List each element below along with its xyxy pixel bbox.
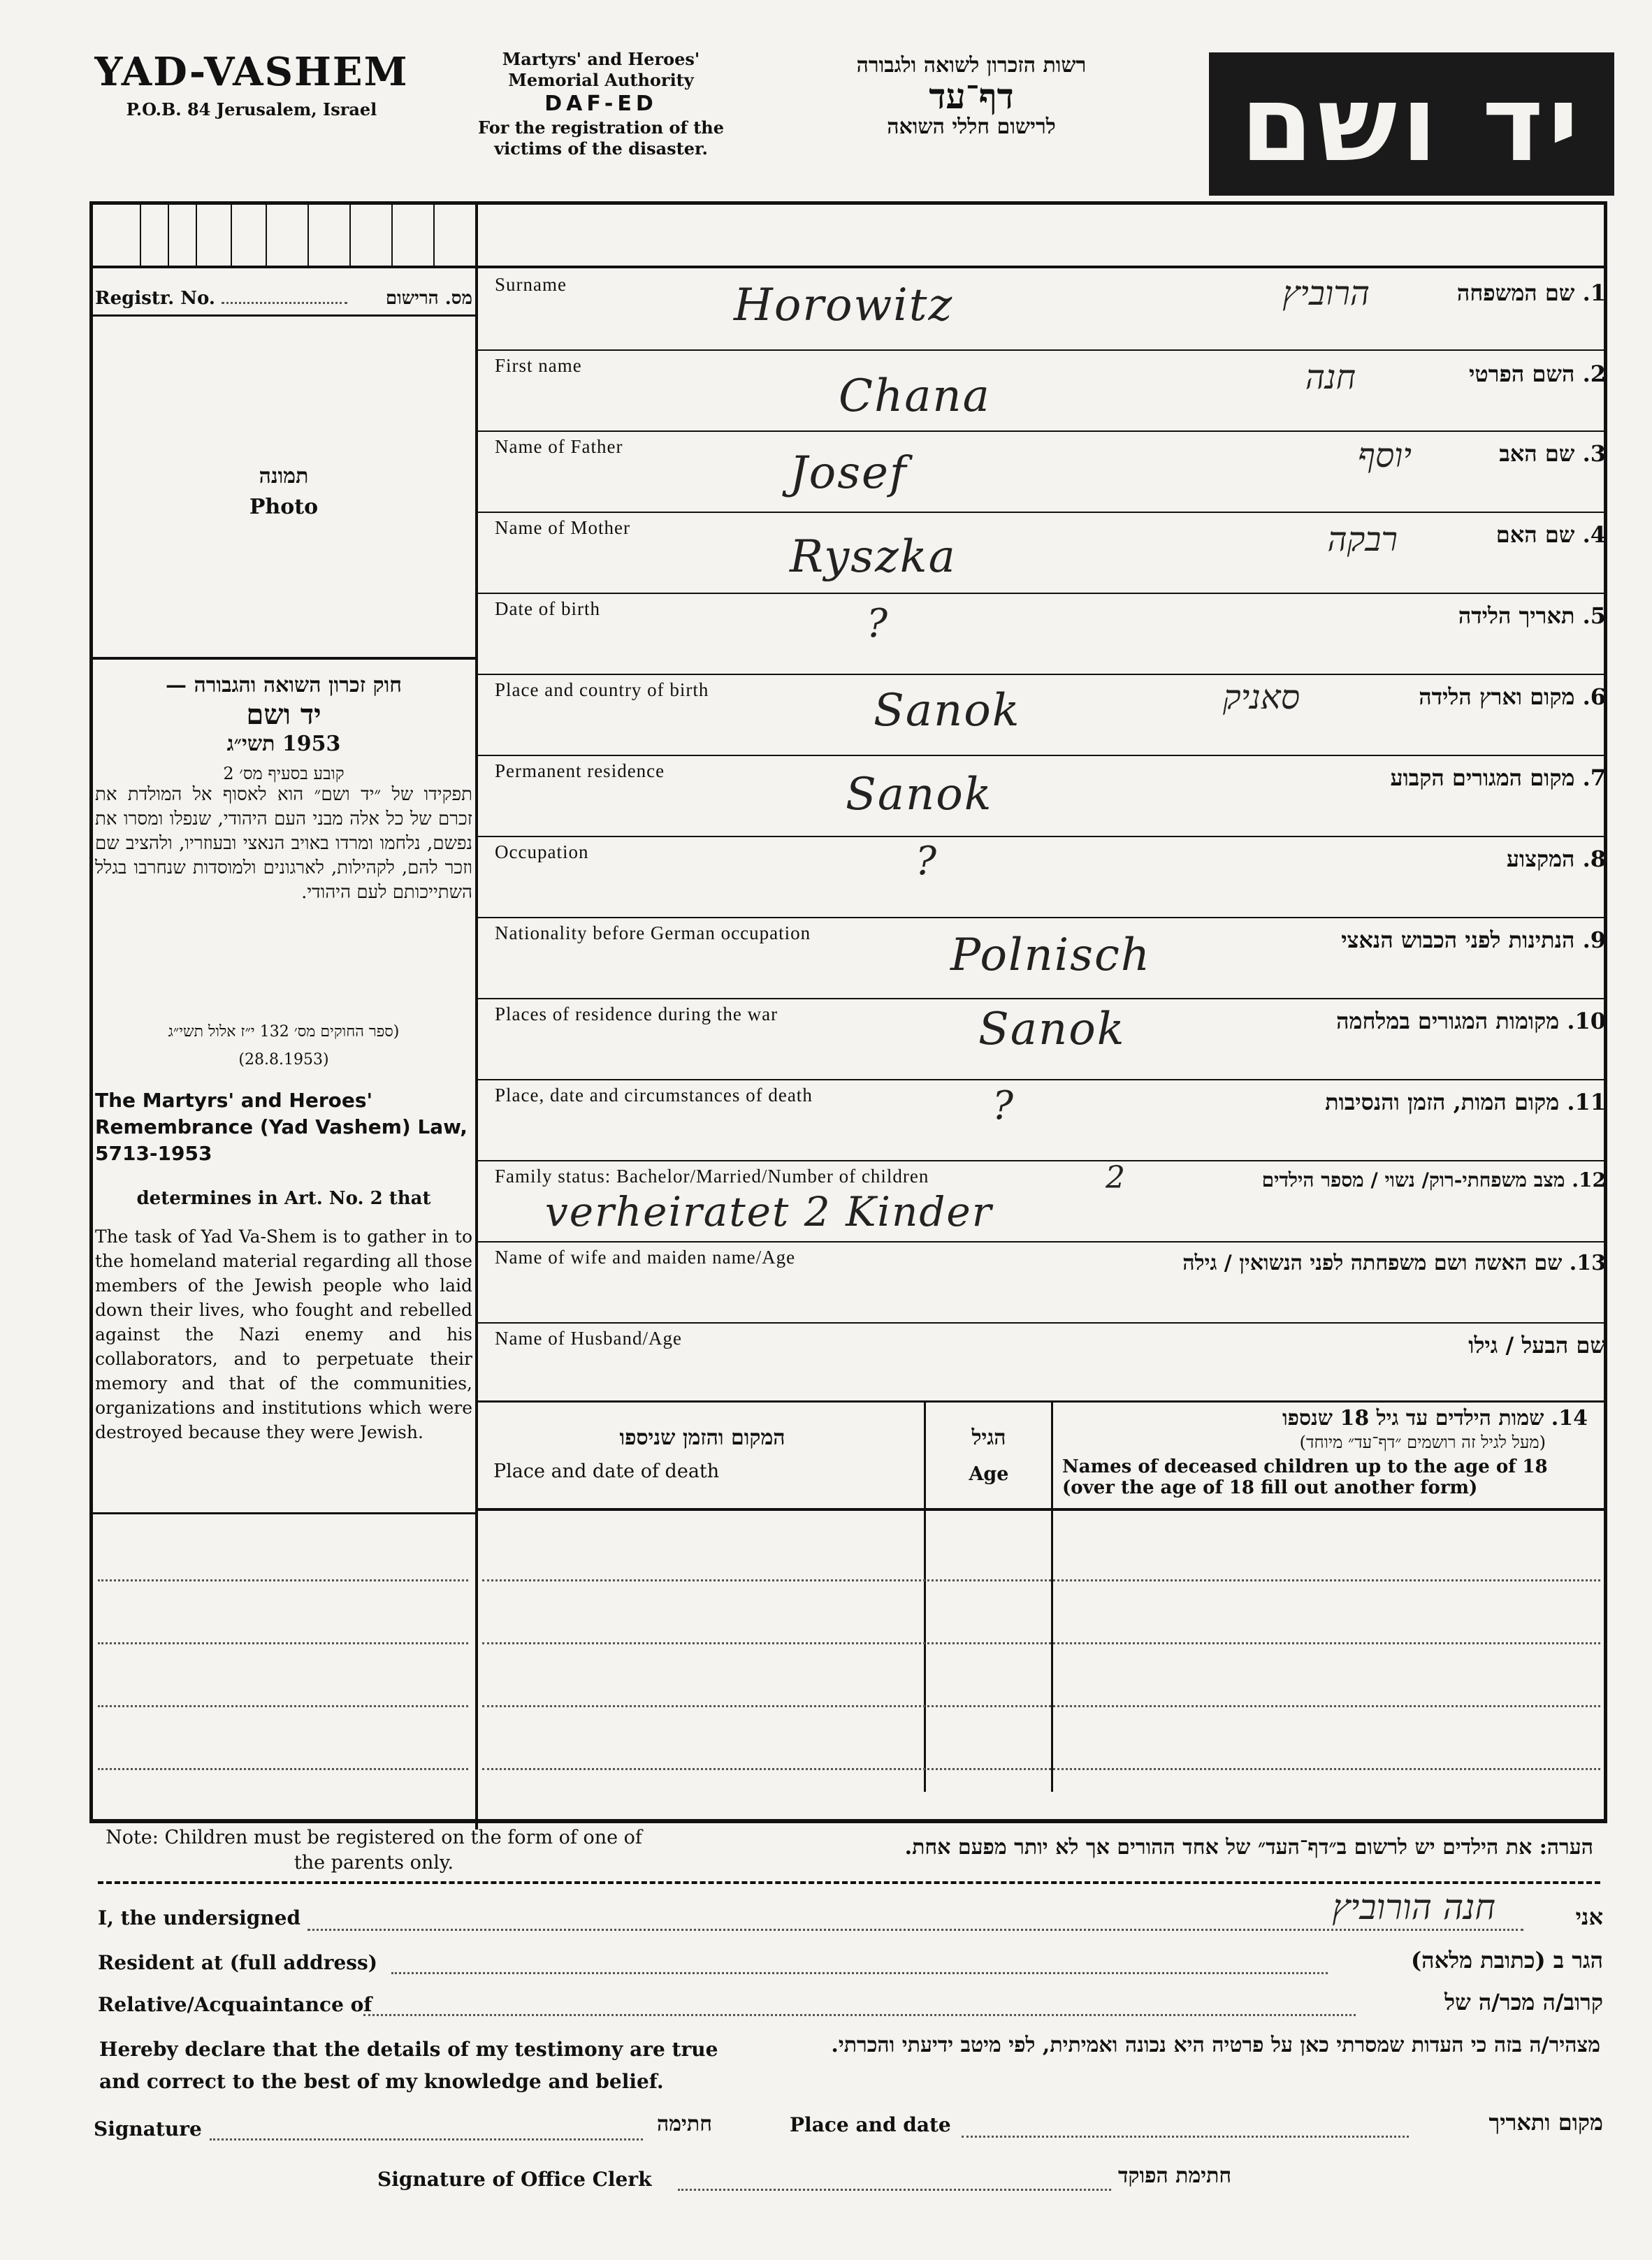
clerk-label: Signature of Office Clerk	[377, 2168, 652, 2191]
authority-line1: Martyrs' and Heroes'	[502, 49, 700, 69]
org-header	[84, 49, 419, 119]
family-status-label-he: 12. מצב משפחתי-רוק/ נשוי / מספר הילדים	[1261, 1168, 1606, 1191]
father-label-he: 3. שם האב	[1499, 440, 1606, 467]
purpose-line2: victims of the disaster.	[494, 138, 708, 159]
table-col-divider-2	[1051, 1400, 1053, 1792]
nationality-value[interactable]: Polnisch	[950, 929, 1152, 981]
law-ref-he: (ספר החוקים מס׳ 132 י״ז אלול תשי״ג	[168, 1023, 400, 1041]
first-name-label: First name	[495, 355, 582, 376]
surname-label-he: 1. שם המשפחה	[1456, 280, 1606, 306]
col-age-en: Age	[969, 1463, 1009, 1485]
table-col-divider-1	[924, 1400, 926, 1792]
heb-authority: רשות הזכרון לשואה ולגבורה	[856, 53, 1087, 78]
resident-label: Resident at (full address)	[98, 1951, 378, 1974]
table-header-line	[478, 1508, 1607, 1511]
col-names-he2: (מעל לגיל זה רושמים ״דף־עד״ מיוחד)	[1299, 1433, 1546, 1452]
family-children-count[interactable]: 2	[1106, 1160, 1125, 1196]
col-names-en2: (over the age of 18 fill out another form)	[1062, 1477, 1478, 1498]
authority-line2: Memorial Authority	[508, 70, 694, 90]
law-section-he: קובע בסעיף מס׳ 2	[223, 764, 345, 783]
note-he: הערה: את הילדים יש לרשום ב״דף־העד״ של אחד ההורים אך לא יותר מפעם אחת.	[904, 1835, 1593, 1860]
law-title-en: The Martyrs' and Heroes' Remembrance (Yad Vashem) Law, 5713-1953	[95, 1089, 468, 1165]
authority-header	[433, 49, 769, 159]
surname-value[interactable]: Horowitz	[734, 280, 954, 331]
dob-label-he: 5. תאריך הלידה	[1458, 602, 1606, 629]
law-text-he: תפקידו של ״יד ושם״ הוא לאסוף אל המולדת את זכרם של כל אלה מבני העם היהודי, שנפלו ומסרו את נפשם, נלחמו ומרדו באויב הנאצי ובעוזריו, ולהציב שם וזכר להם, לקהילות, לארגונים ולמוסדות שנחרבו בגלל השתייכותם לעם היהודי.	[95, 784, 472, 903]
death-value[interactable]: ?	[992, 1083, 1015, 1129]
left-panel-divider	[475, 201, 478, 1830]
birthplace-label: Place and country of birth	[495, 679, 709, 700]
birthplace-value[interactable]: Sanok	[874, 685, 1021, 737]
mother-label: Name of Mother	[495, 517, 630, 538]
war-residence-label-he: 10. מקומות המגורים במלחמה	[1336, 1008, 1606, 1034]
occupation-value[interactable]: ?	[915, 839, 939, 884]
photo-label-en: Photo	[249, 495, 319, 519]
law-text-en: The task of Yad Va-Shem is to gather in to the homeland material regarding all those members of the Jewish people who laid down their lives, who fought and rebelled against the Nazi enemy and his collaborators, and to perpetuate their memory and that of the communities, organizations and institutions which were destroyed because they were Jewish.	[95, 1226, 472, 1442]
mother-label-he: 4. שם האם	[1495, 521, 1606, 548]
death-label-he: 11. מקום המות, הזמן והנסיבות	[1325, 1089, 1606, 1115]
resident-label-he: הגר ב (כתובת מלאה)	[1411, 1947, 1603, 1973]
note-en: Note: Children must be registered on the form of one of the parents only.	[106, 1827, 642, 1874]
husband-value[interactable]	[489, 1359, 1593, 1393]
relative-label: Relative/Acquaintance of	[98, 1993, 372, 2016]
photo-label-he: תמונה	[259, 464, 309, 488]
purpose-line1: For the registration of the	[477, 117, 724, 138]
wife-label-he: 13. שם האשה ושם משפחתה לפני הנשואין / גילה	[1182, 1251, 1606, 1275]
org-address: P.O.B. 84 Jerusalem, Israel	[126, 99, 377, 119]
photo-bottom-line	[89, 657, 478, 660]
hebrew-header	[783, 50, 1160, 143]
place-date-label-he: מקום ותאריך	[1488, 2109, 1603, 2136]
resident-field[interactable]	[391, 1972, 1328, 1974]
occupation-label: Occupation	[495, 841, 589, 862]
mother-value[interactable]: Ryszka	[790, 531, 957, 583]
father-label: Name of Father	[495, 436, 623, 457]
undersigned-value[interactable]: חנה הורוביץ	[1332, 1887, 1495, 1927]
occupation-label-he: 8. המקצוע	[1506, 846, 1606, 872]
col-names-en: Names of deceased children up to the age of 18	[1062, 1456, 1548, 1477]
law-name-he: יד ושם	[246, 698, 321, 731]
clerk-signature-field[interactable]	[678, 2189, 1111, 2191]
nationality-label: Nationality before German occupation	[495, 922, 811, 943]
undersigned-label: I, the undersigned	[98, 1906, 301, 1929]
residence-value[interactable]: Sanok	[846, 769, 993, 820]
signature-label-he: חתימה	[657, 2112, 712, 2136]
relative-field[interactable]	[363, 2014, 1356, 2016]
residence-label-he: 7. מקום המגורים הקבוע	[1390, 765, 1606, 791]
declaration-he: מצהיר/ה בזה כי העדות שמסרתי כאן על פרטיה היא נכונה ואמיתית, לפי מיטב ידיעתי והכרתי.	[831, 2033, 1600, 2057]
family-status-label: Family status: Bachelor/Married/Number of children	[495, 1166, 929, 1187]
note-bottom-line	[98, 1881, 1600, 1884]
registr-line	[89, 314, 478, 317]
place-date-label: Place and date	[790, 2113, 951, 2136]
first-name-value-he[interactable]: חנה	[1305, 358, 1356, 397]
dob-value[interactable]: ?	[867, 601, 890, 646]
left-table-line	[89, 1512, 478, 1514]
father-value[interactable]: Josef	[790, 447, 908, 499]
top-row-line	[89, 266, 1607, 268]
note-top-line	[89, 1820, 1607, 1823]
law-title-he: חוק זכרון השואה והגבורה —	[166, 673, 402, 697]
registr-label-he: מס. הרישום	[385, 288, 472, 309]
undersigned-label-he: אני	[1575, 1904, 1603, 1930]
registr-row	[95, 288, 472, 309]
col-names-he: 14. שמות הילדים עד גיל 18 שנספו	[1282, 1406, 1588, 1430]
photo-box[interactable]	[95, 461, 472, 523]
death-label: Place, date and circumstances of death	[495, 1085, 813, 1106]
form-name: DAF-ED	[544, 92, 658, 116]
surname-value-he[interactable]: הרוביץ	[1282, 274, 1370, 313]
nationality-label-he: 9. הנתינות לפני הכבוש הנאצי	[1341, 927, 1606, 953]
first-name-label-he: 2. השם הפרטי	[1469, 361, 1606, 387]
yad-vashem-logo: יד ושם	[1209, 52, 1614, 196]
heb-form-name: דף־עד	[929, 75, 1014, 117]
wife-value[interactable]	[489, 1279, 1593, 1314]
col-place-he: המקום והזמן שניספו	[619, 1426, 785, 1450]
father-value-he[interactable]: יוסף	[1357, 436, 1412, 475]
declaration-en: Hereby declare that the details of my testimony are true and correct to the best of my knowledge and belief.	[99, 2038, 718, 2093]
registr-label: Registr. No.	[95, 288, 215, 309]
col-place-en: Place and date of death	[493, 1461, 720, 1482]
col-age-he: הגיל	[971, 1426, 1006, 1450]
dob-label: Date of birth	[495, 598, 600, 619]
family-status-value[interactable]: verheiratet 2 Kinder	[545, 1188, 993, 1236]
relative-label-he: קרוב/ה מכר/ה של	[1444, 1989, 1603, 2015]
signature-label: Signature	[94, 2117, 202, 2141]
clerk-label-he: חתימת הפוקד	[1118, 2164, 1232, 2188]
birthplace-label-he: 6. מקום וארץ הלידה	[1419, 683, 1606, 710]
undersigned-field[interactable]	[307, 1929, 1523, 1931]
birthplace-value-he[interactable]: סאניק	[1223, 678, 1300, 717]
law-date: (28.8.1953)	[238, 1051, 329, 1069]
surname-label: Surname	[495, 274, 567, 295]
law-header-he	[95, 671, 472, 788]
place-date-field[interactable]	[962, 2136, 1409, 2138]
first-name-value[interactable]: Chana	[839, 370, 991, 422]
law-determines: determines in Art. No. 2 that	[136, 1188, 431, 1209]
law-year-he: 1953 תשי״ג	[226, 732, 341, 756]
husband-label: Name of Husband/Age	[495, 1328, 682, 1349]
residence-label: Permanent residence	[495, 760, 665, 781]
registr-number-field[interactable]	[222, 302, 347, 304]
org-title: YAD-VASHEM	[94, 49, 409, 95]
heb-purpose: לרישום חללי השואה	[887, 115, 1056, 139]
war-residence-value[interactable]: Sanok	[978, 1004, 1126, 1055]
war-residence-label: Places of residence during the war	[495, 1004, 778, 1024]
wife-label: Name of wife and maiden name/Age	[495, 1247, 796, 1268]
husband-label-he: שם הבעל / גילו	[1468, 1332, 1606, 1359]
signature-field[interactable]	[210, 2138, 643, 2141]
mother-value-he[interactable]: רבקה	[1327, 520, 1398, 559]
